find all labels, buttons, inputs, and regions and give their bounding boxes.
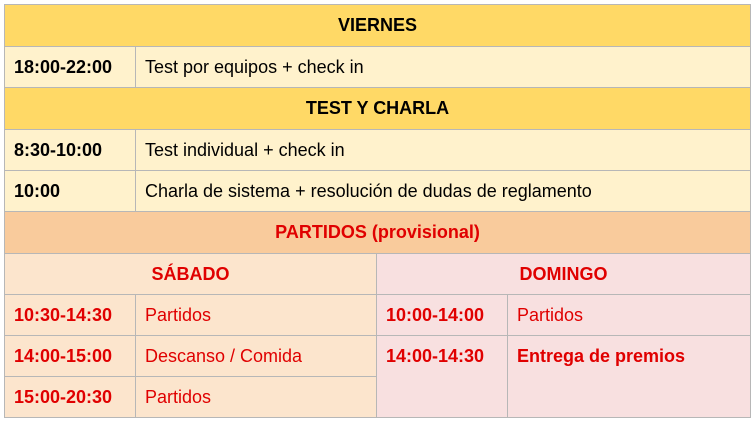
saturday-time: 14:00-15:00 bbox=[5, 336, 136, 377]
table-row bbox=[5, 171, 751, 212]
saturday-time: 15:00-20:30 bbox=[5, 377, 136, 418]
test-time: 8:30-10:00 bbox=[5, 130, 136, 171]
saturday-time: 10:30-14:30 bbox=[5, 295, 136, 336]
saturday-header: SÁBADO bbox=[5, 254, 377, 295]
sunday-activity: Entrega de premios bbox=[508, 336, 751, 418]
test-charla-header: TEST Y CHARLA bbox=[5, 88, 751, 130]
saturday-activity: Partidos bbox=[136, 377, 377, 418]
table-row bbox=[5, 47, 751, 88]
table-row bbox=[5, 336, 751, 377]
friday-activity: Test por equipos + check in bbox=[136, 47, 751, 88]
charla-activity: Charla de sistema + resolución de dudas de reglamento bbox=[136, 171, 751, 212]
friday-header-row bbox=[5, 5, 751, 47]
friday-time: 18:00-22:00 bbox=[5, 47, 136, 88]
day-header-row bbox=[5, 254, 751, 295]
saturday-activity: Descanso / Comida bbox=[136, 336, 377, 377]
test-activity: Test individual + check in bbox=[136, 130, 751, 171]
test-charla-header-row bbox=[5, 88, 751, 130]
friday-header: VIERNES bbox=[5, 5, 751, 47]
schedule bbox=[4, 4, 750, 418]
saturday-activity: Partidos bbox=[136, 295, 377, 336]
sunday-activity: Partidos bbox=[508, 295, 751, 336]
table-row bbox=[5, 295, 751, 336]
charla-time: 10:00 bbox=[5, 171, 136, 212]
partidos-header-row bbox=[5, 212, 751, 254]
schedule-table bbox=[4, 4, 751, 418]
sunday-header: DOMINGO bbox=[377, 254, 751, 295]
table-row bbox=[5, 130, 751, 171]
sunday-time: 10:00-14:00 bbox=[377, 295, 508, 336]
sunday-time: 14:00-14:30 bbox=[377, 336, 508, 418]
partidos-header: PARTIDOS (provisional) bbox=[5, 212, 751, 254]
